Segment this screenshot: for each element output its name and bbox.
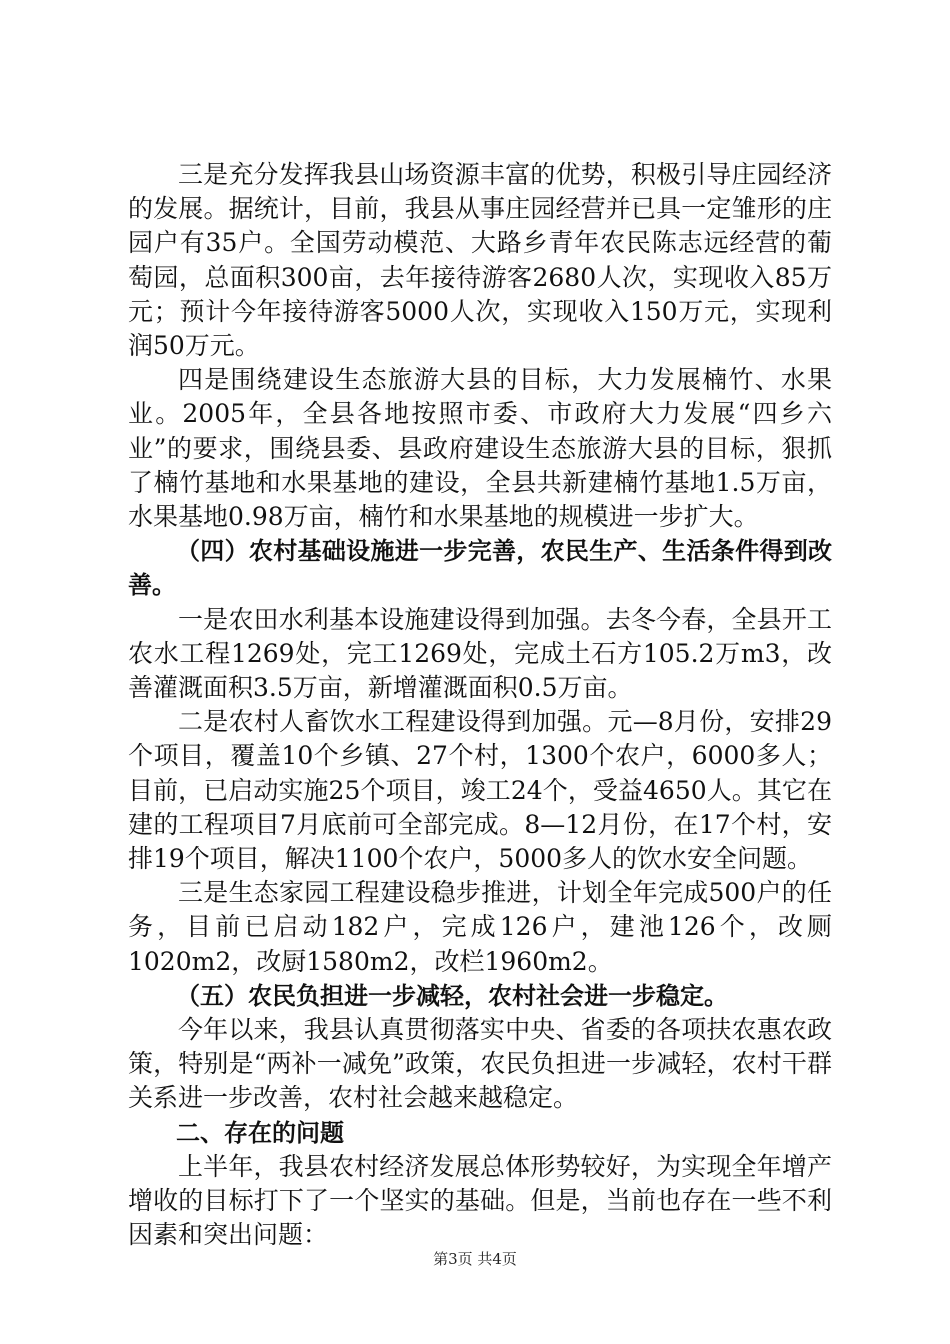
- paragraph: 今年以来，我县认真贯彻落实中央、省委的各项扶农惠农政策，特别是“两补一减免”政策，农民负担进一步减轻，农村干群关系进一步改善，农村社会越来越稳定。: [128, 1015, 832, 1113]
- section-heading: （四）农村基础设施进一步完善，农民生产、生活条件得到改善。: [128, 537, 832, 600]
- section-heading: （五）农民负担进一步减轻，农村社会进一步稳定。: [176, 981, 728, 1010]
- paragraph: 三是充分发挥我县山场资源丰富的优势，积极引导庄园经济的发展。据统计，目前，我县从事庄园经营并已具一定雏形的庄园户有35户。全国劳动模范、大路乡青年农民陈志远经营的葡萄园，总面积300亩，去年接待游客2680人次，实现收入85万元；预计今年接待游客5000人次，实现收入150万元，实现利润50万元。: [128, 160, 832, 361]
- paragraph: 四是围绕建设生态旅游大县的目标，大力发展楠竹、水果业。2005年，全县各地按照市委、市政府大力发展“四乡六业”的要求，围绕县委、县政府建设生态旅游大县的目标，狠抓了楠竹基地和水果基地的建设，全县共新建楠竹基地1.5万亩，水果基地0.98万亩，楠竹和水果基地的规模进一步扩大。: [128, 365, 832, 532]
- paragraph: 一是农田水利基本设施建设得到加强。去冬今春，全县开工农水工程1269处，完工1269处，完成土石方105.2万m3，改善灌溉面积3.5万亩，新增灌溉面积0.5万亩。: [128, 604, 832, 703]
- paragraph: 三是生态家园工程建设稳步推进，计划全年完成500户的任务，目前已启动182户，完成126户，建池126个，改厕1020m2，改厨1580m2，改栏1960m2。: [128, 878, 832, 976]
- paragraph: 二是农村人畜饮水工程建设得到加强。元—8月份，安排29个项目，覆盖10个乡镇、27个村，1300个农户，6000多人；目前，已启动实施25个项目，竣工24个，受益4650人。其它在建的工程项目7月底前可全部完成。8—12月份，在17个村，安排19个项目，解决1100个农户，5000多人的饮水安全问题。: [128, 707, 832, 874]
- paragraph: 上半年，我县农村经济发展总体形势较好，为实现全年增产增收的目标打下了一个坚实的基础。但是，当前也存在一些不利因素和突出问题：: [128, 1151, 832, 1250]
- document-body: [128, 158, 832, 1253]
- page-footer: 第3页 共4页: [433, 1250, 517, 1268]
- section-heading: 二、存在的问题: [176, 1118, 344, 1147]
